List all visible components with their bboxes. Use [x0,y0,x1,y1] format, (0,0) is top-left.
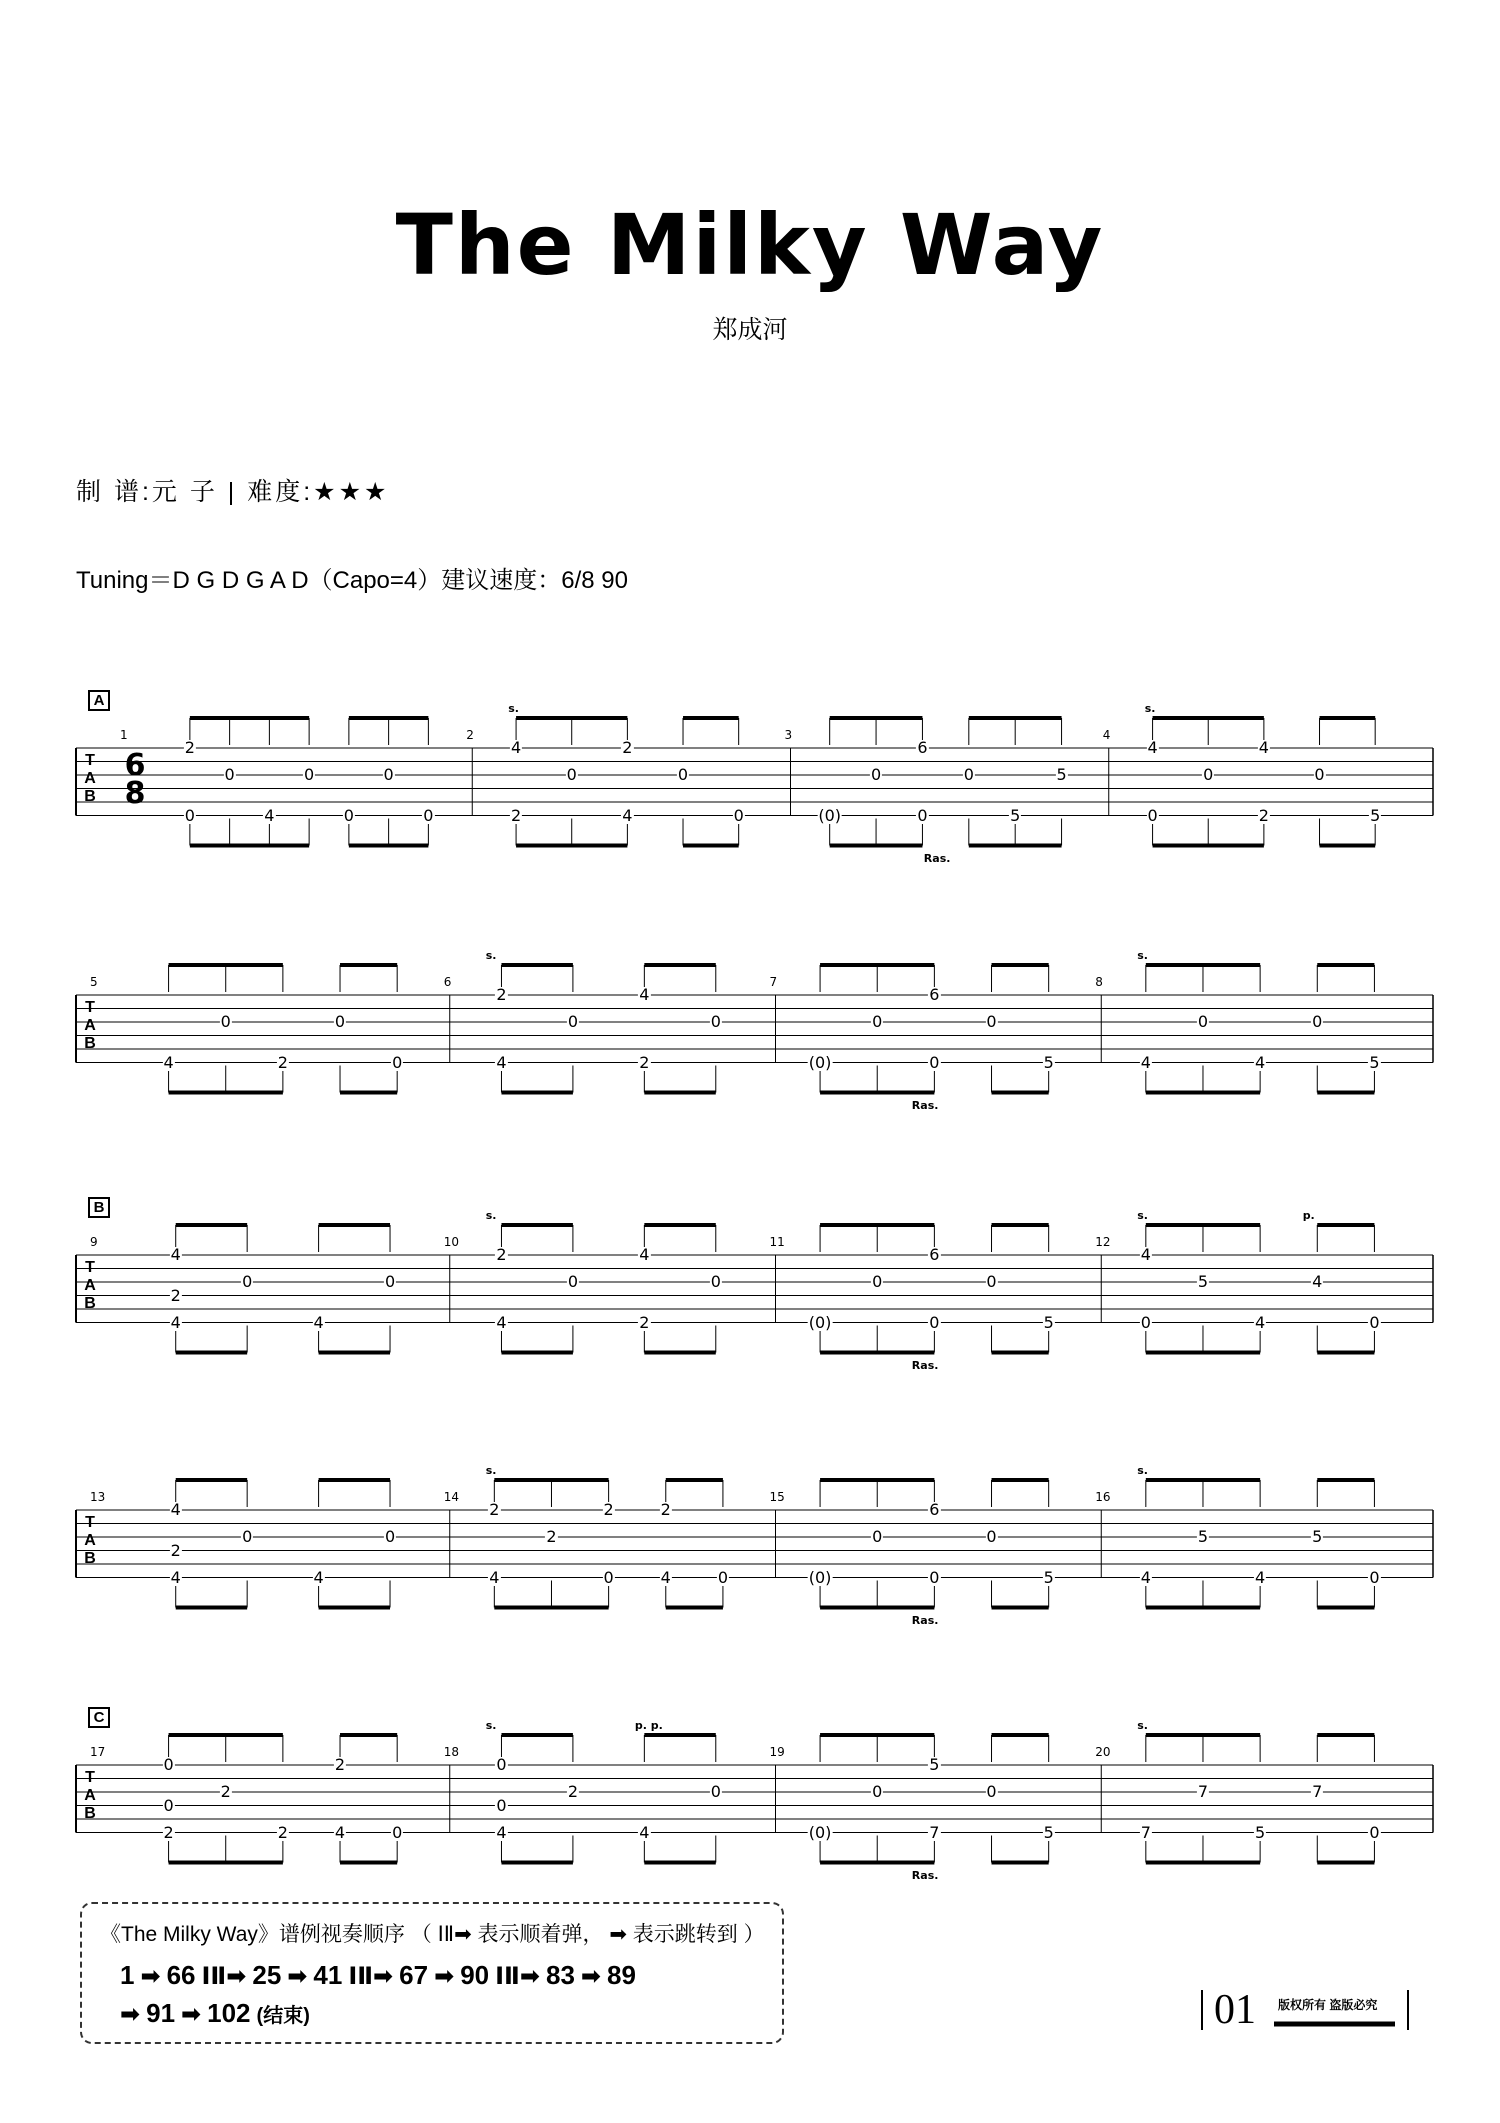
fret-number: 0 [343,805,354,825]
fret-number: 0 [986,1782,997,1801]
fret-number: 2 [622,738,633,757]
fret-number: 0 [733,805,744,825]
sequence-measure: 66 [166,1960,196,1990]
fret-number: 2 [496,1245,507,1264]
pull-off-annotation: p. p. [634,1719,663,1732]
fret-number: 4 [496,1312,507,1332]
measure-number: 3 [784,728,793,742]
rasgueado-annotation: Ras. [911,1868,939,1882]
fret-number: 4 [313,1312,324,1332]
fret-number: 0 [1369,1312,1380,1332]
fret-number: 2 [567,1782,578,1801]
fret-number: 0 [710,1782,721,1801]
fret-number: 5 [1043,1312,1054,1332]
fret-number: 2 [220,1782,231,1801]
fret-number: 4 [264,805,275,825]
fret-number: 5 [1056,765,1067,784]
song-title: The Milky Way [395,196,1105,294]
section-marker-a: A [88,690,110,711]
fret-number: 0 [1197,1012,1209,1031]
fret-number: 0 [872,1012,883,1031]
fret-number: 0 [496,1755,507,1774]
fret-number: 4 [170,1312,181,1332]
tab-clef-letter: B [84,1295,96,1312]
fret-number: 0 [677,765,689,784]
sequence-measure: 89 [607,1960,636,1990]
fret-number: 0 [872,1272,883,1291]
tab-system [0,1705,1500,1935]
fret-number: 0 [496,1795,507,1815]
sequence-arrow-icon: ➡ [140,1963,161,1990]
measure-number: 14 [443,1490,460,1504]
fret-number: 5 [1255,1822,1266,1842]
sequence-arrow-icon: ⅠⅡ➡ [348,1963,394,1990]
fret-number: 4 [1140,1052,1151,1072]
tab-system [0,1450,1500,1680]
sequence-measure: 91 [146,1998,176,2028]
fret-number: (0) [808,1822,832,1842]
tab-clef-letter: B [84,1805,96,1822]
fret-number: 5 [1010,805,1021,825]
rasgueado-annotation: Ras. [923,851,951,865]
fret-number: 0 [224,765,235,784]
fret-number: 0 [603,1567,614,1587]
measure-number: 15 [769,1490,785,1504]
measure-number: 8 [1095,975,1103,989]
fret-number: 0 [1369,1822,1380,1842]
fret-number: 0 [384,1272,396,1291]
fret-number: 4 [170,1567,181,1587]
section-marker-b: B [88,1197,110,1218]
fret-number: 2 [170,1540,181,1560]
fret-number: 4 [496,1052,507,1072]
tab-staff [0,1195,1500,1425]
fret-number: 0 [917,805,928,825]
fret-number: 0 [1369,1567,1380,1587]
fret-number: 4 [1147,738,1158,757]
fret-number: 0 [392,1052,403,1072]
fret-number: 2 [277,1822,288,1842]
playing-order-row-1 [120,1960,642,1991]
tab-clef-letter: T [85,1514,95,1531]
sequence-measure: 102 [207,1998,251,2028]
tab-system [0,935,1500,1165]
tab-staff [0,1450,1500,1680]
fret-number: 4 [622,805,633,825]
slide-annotation: s. [508,702,519,715]
fret-number: 4 [1258,738,1269,757]
fret-number: 0 [1314,765,1325,784]
fret-number: 2 [546,1527,557,1546]
fret-number: 0 [163,1795,174,1815]
measure-number: 10 [443,1235,460,1249]
measure-number: 12 [1095,1235,1111,1249]
fret-number: 0 [163,1755,174,1774]
fret-number: 5 [1197,1527,1209,1546]
fret-number: 4 [1255,1567,1266,1587]
slide-annotation: s. [1144,702,1156,715]
fret-number: 5 [1043,1822,1054,1842]
tab-staff [0,935,1500,1165]
fret-number: 5 [1370,805,1381,825]
sequence-measure: 67 [399,1960,429,1990]
fret-number: 0 [870,765,882,784]
fret-number: 0 [184,805,195,825]
fret-number: 5 [1043,1052,1054,1072]
slide-annotation: s. [485,1209,497,1222]
fret-number: 2 [170,1285,181,1305]
fret-number: 0 [220,1012,231,1031]
fret-number: 0 [383,765,394,784]
measure-number: 18 [443,1745,460,1759]
time-signature-digit: 6 [124,748,146,783]
fret-number: 7 [929,1822,940,1842]
tab-clef-letter: T [85,1259,95,1276]
fret-number: 0 [392,1822,403,1842]
tab-clef-letter: B [84,788,96,805]
fret-number: 0 [566,765,577,784]
fret-number: 0 [963,765,974,784]
fret-number: 5 [1312,1527,1323,1546]
tab-clef-letter: A [84,1787,96,1804]
measure-number: 7 [769,975,778,989]
rasgueado-annotation: Ras. [911,1358,939,1372]
slide-annotation: s. [1137,1464,1148,1477]
credits: 制 谱:元 子 | 难度:★★★ [76,478,390,506]
tab-clef-letter: B [84,1550,96,1567]
tab-clef-letter: T [85,752,95,769]
section-marker-c: C [88,1707,110,1728]
slide-annotation: s. [1137,1719,1148,1732]
fret-number: 2 [277,1052,288,1072]
fret-number: 4 [163,1052,174,1072]
sequence-arrow-icon: ⅠⅡ➡ [495,1963,540,1990]
fret-number: 5 [1043,1567,1054,1587]
sequence-arrow-icon: ➡ [287,1963,308,1990]
fret-number: 4 [1312,1272,1323,1291]
fret-number: 0 [423,805,434,825]
fret-number: 0 [986,1012,997,1031]
time-signature-digit: 8 [124,776,146,811]
fret-number: 0 [1140,1312,1151,1332]
fret-number: 4 [510,738,522,757]
tab-clef-letter: A [84,1277,96,1294]
fret-number: 2 [334,1755,346,1774]
measure-number: 9 [90,1235,98,1249]
slide-annotation: s. [485,949,497,962]
measure-number: 4 [1102,728,1111,742]
page-footer [1200,1988,1410,2032]
fret-number: 4 [639,1822,650,1842]
tab-staff [0,688,1500,918]
fret-number: 0 [872,1782,883,1801]
fret-number: 0 [384,1527,396,1546]
fret-number: 4 [313,1567,324,1587]
fret-number: 0 [334,1012,346,1031]
sequence-measure: 1 [120,1960,135,1990]
fret-number: (0) [808,1052,832,1072]
tab-clef-letter: T [85,999,95,1016]
slide-annotation: s. [1137,949,1148,962]
fret-number: 6 [929,1245,940,1264]
sequence-arrow-icon: ➡ [580,1963,602,1990]
fret-number: 4 [660,1567,671,1587]
rasgueado-annotation: Ras. [911,1098,939,1112]
fret-number: 0 [929,1312,940,1332]
pull-off-annotation: p. [1302,1209,1315,1222]
fret-number: 4 [170,1500,181,1519]
fret-number: 0 [1147,805,1158,825]
fret-number: 2 [603,1500,614,1519]
tab-clef-letter: A [84,1017,96,1034]
fret-number: 0 [1312,1012,1323,1031]
page-number: 01 [1214,1987,1256,2033]
fret-number: 2 [660,1500,671,1519]
fret-number: 5 [1197,1272,1209,1291]
tab-clef-letter: T [85,1769,95,1786]
fret-number: 0 [710,1272,721,1291]
fret-number: 0 [929,1567,940,1587]
fret-number: 2 [184,738,195,757]
fret-number: (0) [818,805,842,825]
measure-number: 13 [90,1490,106,1504]
fret-number: 0 [710,1012,721,1031]
tab-clef-letter: A [84,1532,96,1549]
composer: 郑成河 [712,316,788,344]
fret-number: 0 [242,1272,253,1291]
measure-number: 2 [466,728,474,742]
fret-number: 4 [489,1567,500,1587]
fret-number: 2 [163,1822,174,1842]
tab-system [0,1195,1500,1425]
fret-number: 7 [1140,1822,1151,1842]
fret-number: 0 [242,1527,253,1546]
measure-number: 1 [120,728,128,742]
fret-number: 0 [1203,765,1214,784]
fret-number: 4 [170,1245,181,1264]
fret-number: 0 [929,1052,940,1072]
fret-number: 0 [304,765,315,784]
fret-number: 0 [986,1527,997,1546]
fret-number: 0 [567,1272,578,1291]
fret-number: 4 [639,1245,650,1264]
fret-number: 2 [1258,805,1269,825]
playing-order-row-2 [120,1998,316,2029]
fret-number: 6 [929,985,940,1004]
fret-number: (0) [808,1567,832,1587]
fret-number: 0 [986,1272,997,1291]
slide-annotation: s. [485,1719,497,1732]
fret-number: 4 [1140,1245,1151,1264]
sequence-end-label: (结束) [256,2005,310,2027]
sequence-measure: 90 [460,1960,490,1990]
slide-annotation: s. [485,1464,497,1477]
sequence-arrow-icon: ⅠⅡ➡ [201,1963,247,1990]
sequence-arrow-icon: ➡ [120,2001,141,2028]
measure-number: 16 [1095,1490,1111,1504]
sequence-measure: 83 [545,1960,575,1990]
fret-number: 5 [929,1755,940,1774]
fret-number: 6 [929,1500,940,1519]
fret-number: 0 [567,1012,578,1031]
fret-number: 5 [1369,1052,1380,1072]
fret-number: 7 [1312,1782,1323,1801]
sequence-measure: 25 [252,1960,282,1990]
tab-clef-letter: B [84,1035,96,1052]
sequence-measure: 41 [313,1960,343,1990]
tab-staff [0,1705,1500,1935]
measure-number: 11 [769,1235,785,1249]
fret-number: 2 [639,1052,650,1072]
measure-number: 5 [90,975,98,989]
tab-system [0,688,1500,918]
fret-number: 2 [489,1500,500,1519]
fret-number: 2 [639,1312,650,1332]
tuning-info: Tuning＝D G D G A D（Capo=4）建议速度：6/8 90 [76,567,628,594]
measure-number: 20 [1095,1745,1111,1759]
measure-number: 17 [90,1745,106,1759]
fret-number: 0 [717,1567,729,1587]
measure-number: 6 [443,975,452,989]
sequence-arrow-icon: ➡ [181,2001,202,2028]
rasgueado-annotation: Ras. [911,1613,939,1627]
fret-number: 0 [872,1527,883,1546]
fret-number: 4 [496,1822,507,1842]
measure-number: 19 [769,1745,785,1759]
sequence-arrow-icon: ➡ [434,1963,455,1990]
fret-number: 2 [496,985,507,1004]
fret-number: (0) [808,1312,832,1332]
fret-number: 2 [510,805,522,825]
fret-number: 4 [1255,1312,1266,1332]
tab-clef-letter: A [84,770,96,787]
fret-number: 6 [917,738,928,757]
fret-number: 4 [1255,1052,1266,1072]
copyright-notice: 版权所有 盗版必究 [1278,1998,1378,2012]
fret-number: 4 [334,1822,346,1842]
playing-order-title: 《The Milky Way》谱例视奏顺序 （ ⅠⅡ➡ 表示顺着弹， ➡ 表示跳转到 ） [100,1923,765,1946]
fret-number: 4 [639,985,650,1004]
slide-annotation: s. [1137,1209,1148,1222]
fret-number: 4 [1140,1567,1151,1587]
fret-number: 7 [1197,1782,1209,1801]
